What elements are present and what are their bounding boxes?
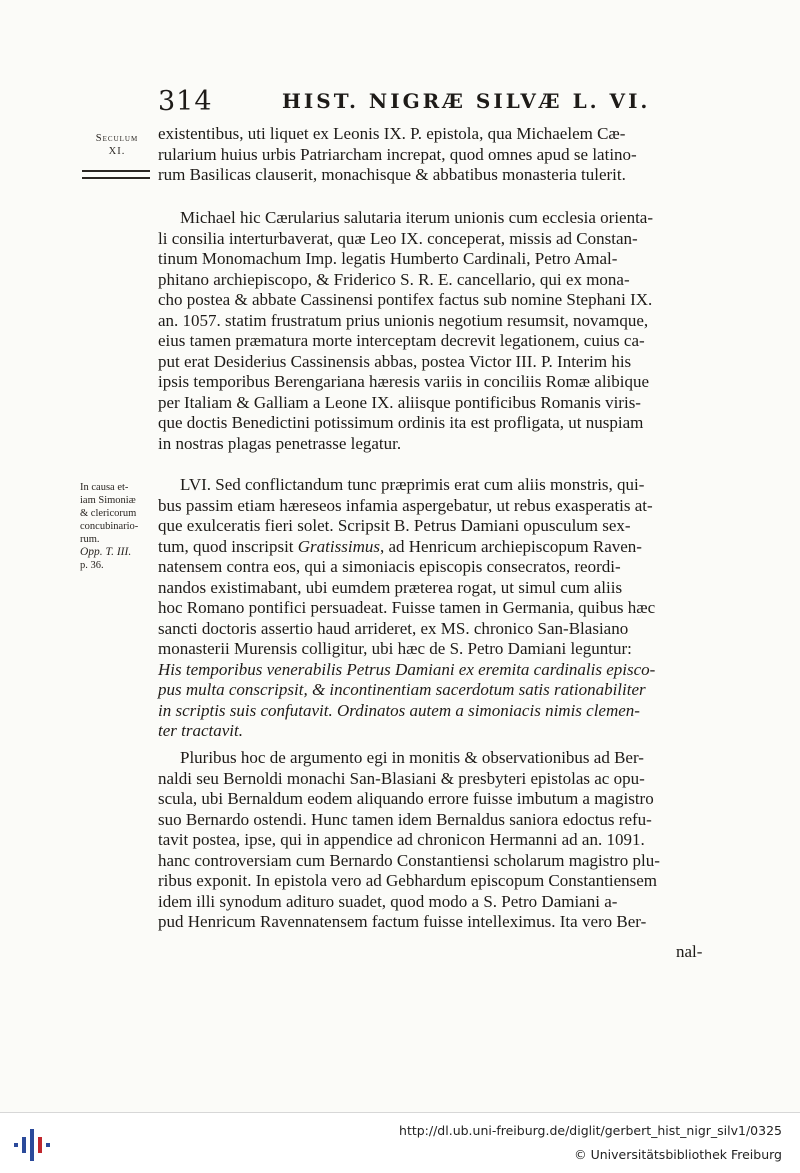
- text-line: rularium huius urbis Patriarcham increpat, quod omnes apud se latino-: [158, 144, 637, 164]
- text-line: tavit postea, ipse, qui in appendice ad chronicon Hermanni ad an. 1091.: [158, 830, 645, 849]
- text-line: scula, ubi Bernaldum eodem aliquando errore fuisse imbutum a magistro: [158, 789, 654, 808]
- margin-rule: [82, 170, 150, 179]
- permalink-url[interactable]: http://dl.ub.uni-freiburg.de/diglit/gerbert_hist_nigr_silv1/0325: [399, 1123, 782, 1138]
- text-fragment: tum, quod inscripsit: [158, 536, 298, 556]
- margin-note-line: rum.: [80, 534, 100, 545]
- viewer-footer: [0, 1112, 800, 1173]
- work-title: Gratissimus: [297, 536, 380, 556]
- text-line: tinum Monomachum Imp. legatis Humberto Cardinali, Petro Amal-: [158, 249, 618, 268]
- text-line: sancti doctoris assertio haud arrideret, ex MS. chronico San-Blasiano: [158, 618, 629, 638]
- text-line: idem illi synodum adituro suadet, quod modo a S. Petro Damiani a-: [158, 891, 618, 911]
- text-line: per Italiam & Galliam a Leone IX. aliisque pontificibus Romanis viris-: [158, 392, 641, 412]
- text-line: rum Basilicas clauserit, monachisque & abbatibus monasteria tulerit.: [158, 165, 626, 184]
- margin-note-line: concubinario-: [80, 521, 139, 532]
- margin-note-line: Opp. T. III.: [80, 546, 132, 558]
- text-line: phitano archiepiscopo, & Friderico S. R. E. cancellario, qui ex mona-: [158, 269, 630, 289]
- text-fragment: , ad Henricum archiepiscopum Raven-: [379, 536, 642, 556]
- margin-note-line: & clericorum: [80, 508, 137, 519]
- text-line: an. 1057. statim frustratum prius unionis negotium resumsit, novamque,: [158, 310, 649, 330]
- text-line: que doctis Benedictini potissimum ordinis ita est profligata, ut nuspiam: [158, 413, 644, 432]
- margin-seculum-line: Seculum: [95, 133, 139, 144]
- text-line: natensem contra eos, qui a simoniacis episcopis consecratos, reordi-: [158, 557, 621, 576]
- quotation-line: in scriptis suis confutavit. Ordinatos autem a simoniacis nimis clemen-: [158, 700, 640, 720]
- text-line: put erat Desiderius Cassinensis abbas, postea Victor III. P. Interim his: [158, 351, 632, 371]
- text-line: suo Bernardo ostendi. Hunc tamen idem Bernaldus saniora edoctus refu-: [158, 809, 652, 829]
- text-line: [158, 537, 738, 558]
- text-line: Michael hic Cærularius salutaria iterum unionis cum ecclesia orienta-: [180, 208, 654, 227]
- margin-note-line: p. 36.: [80, 560, 104, 571]
- text-line: cho postea & abbate Cassinensi pontifex factus sub nomine Stephani IX.: [158, 290, 653, 309]
- text-line: que exulceratis fieri solet. Scripsit B. Petrus Damiani opusculum sex-: [158, 516, 631, 535]
- catchword: nal-: [676, 942, 703, 961]
- quotation-line: pus multa conscripsit, & incontinentiam sacerdotum satis rationabiliter: [158, 680, 646, 699]
- text-line: naldi seu Bernoldi monachi San-Blasiani & presbyteri epistolas ac opu-: [158, 768, 645, 788]
- text-line: bus passim etiam hæreseos infamia aspergebatur, ut rebus exasperatis at-: [158, 495, 653, 515]
- text-line: existentibus, uti liquet ex Leonis IX. P. epistola, qua Michaelem Cæ-: [158, 124, 626, 143]
- page-header: [0, 86, 800, 116]
- text-line: ribus exponit. In epistola vero ad Gebhardum episcopum Constantiensem: [158, 871, 658, 890]
- text-line: in nostras plagas penetrasse legatur.: [158, 433, 402, 453]
- margin-note: [80, 481, 158, 572]
- paragraph-3: [158, 475, 738, 742]
- ub-freiburg-logo-icon[interactable]: [12, 1125, 52, 1165]
- paragraph-1: [158, 124, 738, 186]
- paragraph-2: [158, 208, 738, 454]
- margin-note-line: iam Simoniæ: [80, 495, 136, 506]
- text-line: LVI. Sed conflictandum tunc præprimis erat cum aliis monstris, qui-: [180, 475, 645, 494]
- text-line: Pluribus hoc de argumento egi in monitis & observationibus ad Ber-: [180, 748, 644, 767]
- margin-seculum-line: XI.: [108, 146, 126, 157]
- text-line: nandos existimabant, ubi eumdem præterea rogat, ut simul cum aliis: [158, 577, 623, 597]
- text-line: pud Henricum Ravennatensem factum fuisse intelleximus. Ita vero Ber-: [158, 912, 647, 931]
- margin-note-line: In causa et-: [80, 482, 129, 493]
- text-line: li consilia interturbaverat, quæ Leo IX. conceperat, missis ad Constan-: [158, 228, 638, 248]
- quotation-line: His temporibus venerabilis Petrus Damiani ex eremita cardinalis episco-: [158, 659, 656, 679]
- text-line: monasterii Murensis colligitur, ubi hæc de S. Petro Damiani leguntur:: [158, 639, 632, 658]
- page-number: 314: [158, 86, 213, 117]
- margin-seculum: [82, 132, 152, 158]
- text-line: ipsis temporibus Berengariana hæresis variis in conciliis Romæ alibique: [158, 372, 650, 391]
- copyright-notice: © Universitätsbibliothek Freiburg: [574, 1147, 782, 1162]
- quotation-line: ter tractavit.: [158, 721, 243, 740]
- text-line: hanc controversiam cum Bernardo Constantiensi scholarum magistro plu-: [158, 850, 660, 870]
- running-title: HIST. NIGRÆ SILVÆ L. VI.: [282, 89, 651, 113]
- text-line: hoc Romano pontifici persuadeat. Fuisse tamen in Germania, quibus hæc: [158, 598, 656, 617]
- text-line: eius tamen præmatura morte interceptam decrevit legationem, cuius ca-: [158, 331, 645, 350]
- paragraph-4: [158, 748, 738, 933]
